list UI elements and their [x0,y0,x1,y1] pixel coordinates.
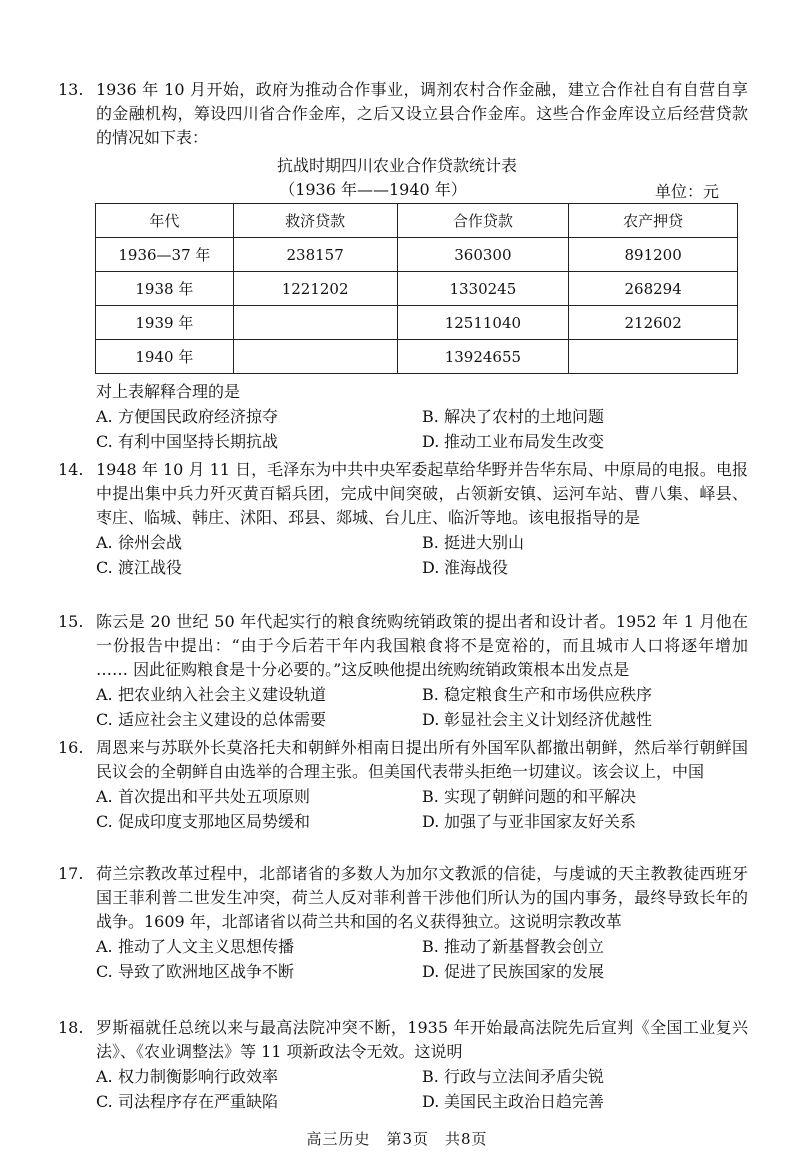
table-unit: 单位：元 [655,182,720,201]
question-13 [58,78,748,150]
option-a[interactable]: A. 权力制衡影响行政效率 [96,1067,279,1086]
table-cell: 12511040 [397,306,569,340]
table-cell [233,340,397,374]
table-subtitle: （1936 年——1940 年） [279,180,467,199]
table-cell: 238157 [233,238,397,272]
option-d[interactable]: D. 彰显社会主义计划经济优越性 [422,710,653,729]
option-d[interactable]: D. 推动工业布局发生改变 [422,432,605,451]
table-cell: 13924655 [397,340,569,374]
table-cell: 1940 年 [96,340,234,374]
question-number: 15. [58,612,84,631]
question-stem: 1936 年 10 月开始，政府为推动合作事业，调剂农村合作金融，建立合作社自有自营自享的金融机构，筹设四川省合作金库，之后又设立县合作金库。这些合作金库设立后经营贷款的情况如下表： [96,80,748,147]
option-c[interactable]: C. 渡江战役 [96,558,183,577]
table-cell: 1939 年 [96,306,234,340]
page-footer: 高三历史 第3页 共8页 [306,1130,488,1148]
option-b[interactable]: B. 实现了朝鲜问题的和平解决 [422,787,637,806]
question-number: 16. [58,738,84,757]
table-cell: 1938 年 [96,272,234,306]
question-14 [58,458,748,580]
table-title: 抗战时期四川农业合作贷款统计表 [276,156,517,175]
table-cell: 268294 [569,272,738,306]
option-b[interactable]: B. 稳定粮食生产和市场供应秩序 [422,685,653,704]
option-a[interactable]: A. 方便国民政府经济掠夺 [96,407,279,426]
question-stem: 1948 年 10 月 11 日，毛泽东为中共中央军委起草给华野并告华东局、中原局的电报。电报中提出集中兵力歼灭黄百韬兵团，完成中间突破，占领新安镇、运河车站、曹八集、峄县、枣庄、临城、韩庄、沭阳、邳县、郯城、台儿庄、临沂等地。该电报指导的是 [96,460,748,527]
question-stem: 周恩来与苏联外长莫洛托夫和朝鲜外相南日提出所有外国军队都撤出朝鲜，然后举行朝鲜国民议会的全朝鲜自由选举的合理主张。但美国代表带头拒绝一切建议。该会议上，中国 [96,738,748,781]
option-b[interactable]: B. 推动了新基督教会创立 [422,937,605,956]
question-16 [58,736,748,834]
table-header-cell: 合作贷款 [397,204,569,238]
question-stem: 荷兰宗教改革过程中，北部诸省的多数人为加尔文教派的信徒，与虔诚的天主教教徒西班牙国王菲利普二世发生冲突，荷兰人反对菲利普干涉他们所认为的国内事务，最终导致长年的战争。1609 年，北部诸省以荷兰共和国的名义获得独立。这说明宗教改革 [96,864,748,931]
option-b[interactable]: B. 行政与立法间矛盾尖锐 [422,1067,605,1086]
option-a[interactable]: A. 把农业纳入社会主义建设轨道 [96,685,327,704]
question-18 [58,1016,748,1114]
table-cell: 360300 [397,238,569,272]
table-row [96,238,738,272]
option-d[interactable]: D. 加强了与亚非国家友好关系 [422,812,637,831]
loan-statistics-table [95,203,738,374]
option-c[interactable]: C. 司法程序存在严重缺陷 [96,1092,279,1111]
option-a[interactable]: A. 徐州会战 [96,533,183,552]
table-row [96,340,738,374]
option-a[interactable]: A. 推动了人文主义思想传播 [96,937,295,956]
table-cell: 1221202 [233,272,397,306]
question-17 [58,862,748,984]
table-header-cell: 农产押贷 [569,204,738,238]
question-prompt: 对上表解释合理的是 [96,382,241,401]
option-d[interactable]: D. 促进了民族国家的发展 [422,962,605,981]
question-stem: 陈云是 20 世纪 50 年代起实行的粮食统购统销政策的提出者和设计者。1952 年 1 月他在一份报告中提出：“由于今后若干年内我国粮食将不是宽裕的，而且城市人口将逐年增加 …… 因此征购粮食是十分必要的。”这反映他提出统购统销政策根本出发点是 [96,612,748,679]
question-13-options [58,380,748,454]
table-cell: 212602 [569,306,738,340]
option-c[interactable]: C. 适应社会主义建设的总体需要 [96,710,327,729]
option-d[interactable]: D. 美国民主政治日趋完善 [422,1092,605,1111]
table-header-row [96,204,738,238]
table-row [96,272,738,306]
option-d[interactable]: D. 淮海战役 [422,558,509,577]
table-cell: 1330245 [397,272,569,306]
option-b[interactable]: B. 挺进大别山 [422,533,525,552]
question-stem: 罗斯福就任总统以来与最高法院冲突不断，1935 年开始最高法院先后宣判《全国工业复兴法》、《农业调整法》等 11 项新政法令无效。这说明 [96,1018,748,1061]
question-number: 18. [58,1018,84,1037]
option-b[interactable]: B. 解决了农村的土地问题 [422,407,605,426]
table-cell [233,306,397,340]
option-c[interactable]: C. 导致了欧洲地区战争不断 [96,962,295,981]
option-c[interactable]: C. 有利中国坚持长期抗战 [96,432,279,451]
table-cell: 891200 [569,238,738,272]
option-c[interactable]: C. 促成印度支那地区局势缓和 [96,812,311,831]
question-15 [58,610,748,732]
table-cell: 1936—37 年 [96,238,234,272]
table-cell [569,340,738,374]
question-number: 13. [58,80,84,99]
question-number: 17. [58,864,84,883]
option-a[interactable]: A. 首次提出和平共处五项原则 [96,787,311,806]
table-header-cell: 救济贷款 [233,204,397,238]
table-header-cell: 年代 [96,204,234,238]
table-row [96,306,738,340]
question-number: 14. [58,460,84,479]
